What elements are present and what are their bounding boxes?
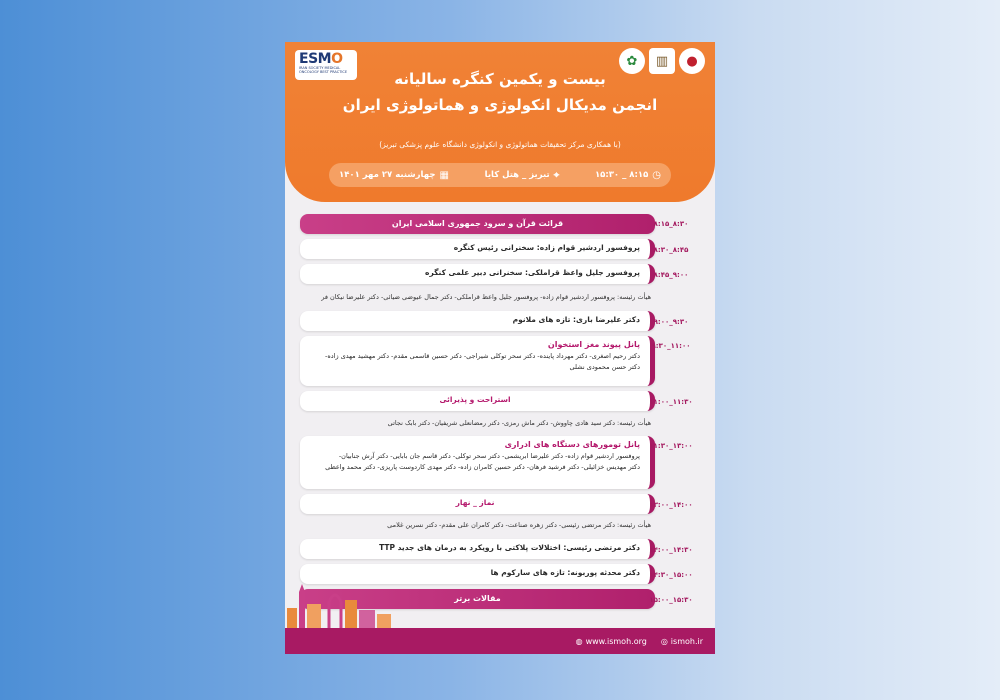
website-link[interactable] xyxy=(576,637,647,646)
time-label: ۱۳:۰۰_۱۴:۰۰ xyxy=(649,501,693,509)
university-seal-icon: ✿ xyxy=(619,48,645,74)
instagram-text: ismoh.ir xyxy=(670,636,703,646)
blood-drop-icon: ● xyxy=(679,48,705,74)
globe-icon: ◍ xyxy=(575,636,583,646)
panel-members: دکتر حسن محمودی نشلی xyxy=(569,363,640,371)
schedule-item: دکتر محدثه پوربونه: تازه های سارکوم ها xyxy=(300,564,655,584)
panel-title: پانل تومورهای دستگاه های ادراری xyxy=(504,440,640,449)
schedule-item: نماز _ نهار xyxy=(300,494,655,514)
tabriz-skyline-illustration xyxy=(285,582,395,632)
chairs-line: هیأت رئیسه: دکتر مرتضی رئیسی- دکتر زهره صناعت- دکتر کامران علی مقدم- دکتر نسرین غلامی xyxy=(387,521,651,529)
instagram-icon: ◎ xyxy=(660,636,668,646)
event-date-text: چهارشنبه ۲۷ مهر ۱۴۰۱ xyxy=(339,170,436,180)
schedule-item: استراحت و پذیرائی xyxy=(300,391,655,411)
chairs-line: هیأت رئیسه: دکتر سید هادی چاووش- دکتر ماش رمزی- دکتر رمضانعلی شریفیان- دکتر بابک نجاتی xyxy=(387,419,651,427)
time-label: ۱۵:۰۰_۱۵:۳۰ xyxy=(649,596,693,604)
panel-members: پروفسور اردشیر قوام زاده- دکتر علیرضا ابریشمی- دکتر سحر توکلی- دکتر قاسم جان بابایی- دکتر آرش جنابیان- xyxy=(338,452,640,460)
poster-title-society: انجمن مدیکال انکولوژی و هماتولوژی ایران xyxy=(342,96,658,114)
event-time xyxy=(595,170,661,181)
panel-members: دکتر مهدیس خزائیلی- دکتر فرشید فرهان- دکتر حسین کامران زاده- دکتر مهدی کاردوست پاریزی- دکتر محمد واعظی xyxy=(325,463,640,471)
website-text: www.ismoh.org xyxy=(585,636,647,646)
schedule-item: دکتر مرتضی رئیسی: اختلالات پلاکتی با رویکرد به درمان های جدید TTP xyxy=(300,539,655,559)
schedule-item: قرائت قرآن و سرود جمهوری اسلامی ایران xyxy=(300,214,655,234)
poster-subtitle: (با همکاری مرکز تحقیقات هماتولوژی و انکولوژی دانشگاه علوم پزشکی تبریز) xyxy=(379,140,621,149)
event-location-text: تبریز _ هتل کایا xyxy=(484,170,550,180)
event-info-bar xyxy=(329,163,671,187)
congress-poster xyxy=(285,42,715,654)
academy-emblem-icon: ▥ xyxy=(649,48,675,74)
schedule-row xyxy=(300,214,700,234)
clock-icon: ◷ xyxy=(652,169,661,181)
poster-footer xyxy=(285,628,715,654)
chairs-line: هیأت رئیسه: پروفسور اردشیر قوام زاده- پروفسور جلیل واعظ قراملکی- دکتر جمال عیوضی ضیائی- دکتر علیرضا نیکان فر xyxy=(321,293,651,301)
schedule-item xyxy=(300,436,655,489)
time-label: ۱۱:۰۰_۱۱:۳۰ xyxy=(649,398,693,406)
panel-title: پانل پیوند مغز استخوان xyxy=(547,340,640,349)
schedule-item: دکتر علیرضا باری: تازه های ملانوم xyxy=(300,311,655,331)
event-time-text: ۸:۱۵ _ ۱۵:۳۰ xyxy=(594,170,649,180)
esmo-logo-text: ESMO xyxy=(299,51,343,67)
time-label: ۹:۳۰_۱۱:۰۰ xyxy=(651,342,691,350)
poster-title: بیست و یکمین کنگره سالیانه xyxy=(394,70,606,88)
instagram-link[interactable] xyxy=(661,637,703,646)
footer-links xyxy=(576,637,703,646)
event-location xyxy=(485,170,560,181)
schedule-item xyxy=(300,336,655,386)
schedule-item: مقالات برتر xyxy=(300,589,655,609)
time-label: ۱۴:۳۰_۱۵:۰۰ xyxy=(649,571,693,579)
time-label: ۱۴:۰۰_۱۴:۳۰ xyxy=(649,546,693,554)
time-label: ۱۱:۳۰_۱۳:۰۰ xyxy=(649,442,693,450)
time-label: ۹:۰۰_۹:۳۰ xyxy=(653,318,689,326)
event-date xyxy=(339,170,449,181)
time-label: ۸:۳۰_۸:۴۵ xyxy=(653,246,689,254)
schedule-item: پروفسور اردشیر قوام زاده: سخنرانی رئیس کنگره xyxy=(300,239,655,259)
poster-header xyxy=(285,42,715,202)
location-pin-icon: ⌖ xyxy=(553,169,560,181)
schedule-item: پروفسور جلیل واعظ قراملکی: سخنرانی دبیر علمی کنگره xyxy=(300,264,655,284)
panel-members: دکتر رحیم اصغری- دکتر مهرداد پاینده- دکتر سحر توکلی شیراجی- دکتر حسین قاسمی مقدم- دکتر مهشید مهدی زاده- xyxy=(325,352,640,360)
esmo-logo-subtext: IRAN SOCIETY MEDICAL ONCOLOGY BEST PRACTICE xyxy=(299,66,348,74)
time-label: ۸:۱۵_۸:۳۰ xyxy=(653,220,689,228)
time-label: ۸:۴۵_۹:۰۰ xyxy=(653,271,689,279)
calendar-icon: ▦ xyxy=(439,169,449,181)
